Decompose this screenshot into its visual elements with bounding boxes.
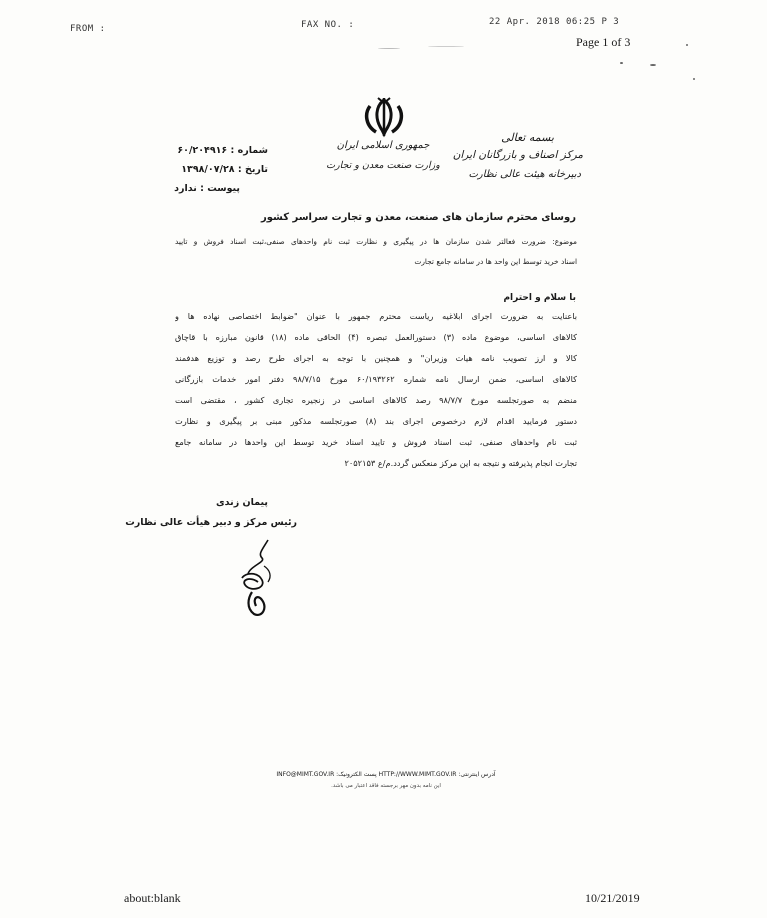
center-name: مرکز اصناف و بازرگانان ایران [452,149,583,161]
body-line: ثبت نام واحدهای صنفی، ثبت اسناد فروش و تایید اسناد خرید توسط این واحدها در سامانه جامع [175,437,577,447]
fax-from-label: FROM : [70,24,106,34]
print-date: 10/21/2019 [585,891,640,905]
subject-line: اسناد خرید توسط این واحد ها در سامانه جامع تجارت [414,257,577,266]
fax-number-label: FAX NO. : [301,20,355,30]
body-line: دستور فرمایید اقدام لازم درخصوص اجرای بند (۸) صورتجلسه مذکور مبنی بر پیگیری و نظارت [175,416,577,426]
addressee: روسای محترم سازمان های صنعت، معدن و تجارت سراسر کشور [261,212,576,223]
republic-name: جمهوری اسلامی ایران [336,140,430,151]
print-url: about:blank [124,891,181,905]
ministry-name: وزارت صنعت معدن و تجارت [326,160,440,171]
greeting: با سلام و احترام [503,293,576,303]
letter-attachment: پیوست : ندارد [174,183,240,194]
body-line: باعنایت به ضرورت اجرای ابلاغیه ریاست محترم جمهور با عنوان "ضوابط اختصاصی نهاده ها و [175,311,577,321]
body-line: کالاهای اساسی، موضوع ماده (۳) دستورالعمل تبصره (۴) الحاقی ماده (۱۸) قانون مبارزه با قاچاق [175,332,577,342]
letter-number: شماره : ۶۰/۲۰۴۹۱۶ [177,145,268,156]
letter-date: تاریخ : ۱۳۹۸/۰۷/۲۸ [181,164,268,175]
subject-line: موضوع: ضرورت فعالتر شدن سازمان ها در پیگیری و نظارت ثبت نام واحدهای صنفی،ثبت اسناد فروش و تایید [175,237,577,246]
handwritten-signature [228,536,288,618]
bismillah-heading: بسمه تعالی [501,131,554,144]
signer-title: رئیس مرکز و دبیر هیأت عالی نظارت [125,517,297,528]
body-line: تجارت انجام پذیرفته و نتیجه به این مرکز منعکس گردد.م/ع ۲۰۵۲۱۵۳ [344,458,577,468]
fax-timestamp: 22 Apr. 2018 06:25 P 3 [489,17,620,27]
signer-name: پیمان زندی [215,497,268,508]
page-indicator: Page 1 of 3 [576,35,631,49]
validity-note: این نامه بدون مهر برجسته فاقد اعتبار می باشد. [331,783,441,789]
contact-line: آدرس اینترنتی: HTTP://WWW.MIMT.GOV.IR پست الکترونیک: INFO@MIMT.GOV.IR [276,771,496,778]
secretariat-name: دبیرخانه هیئت عالی نظارت [468,169,581,180]
iran-emblem-icon [362,96,406,138]
body-line: کالاهای اساسی، ضمن ارسال نامه شماره ۶۰/۱۹۳۲۶۲ مورخ ۹۸/۷/۱۵ دفتر امور خدمات بازرگانی [175,374,577,384]
body-line: منضم به صورتجلسه مورخ ۹۸/۷/۷ رصد کالاهای اساسی در زنجیره تجاری کشور ، مقتضی است [175,395,577,405]
body-line: کالا و ارز تصویب نامه هیات وزیران" و همچنین با توجه به اجرای طرح رصد و توزیع هدفمند [175,353,577,363]
